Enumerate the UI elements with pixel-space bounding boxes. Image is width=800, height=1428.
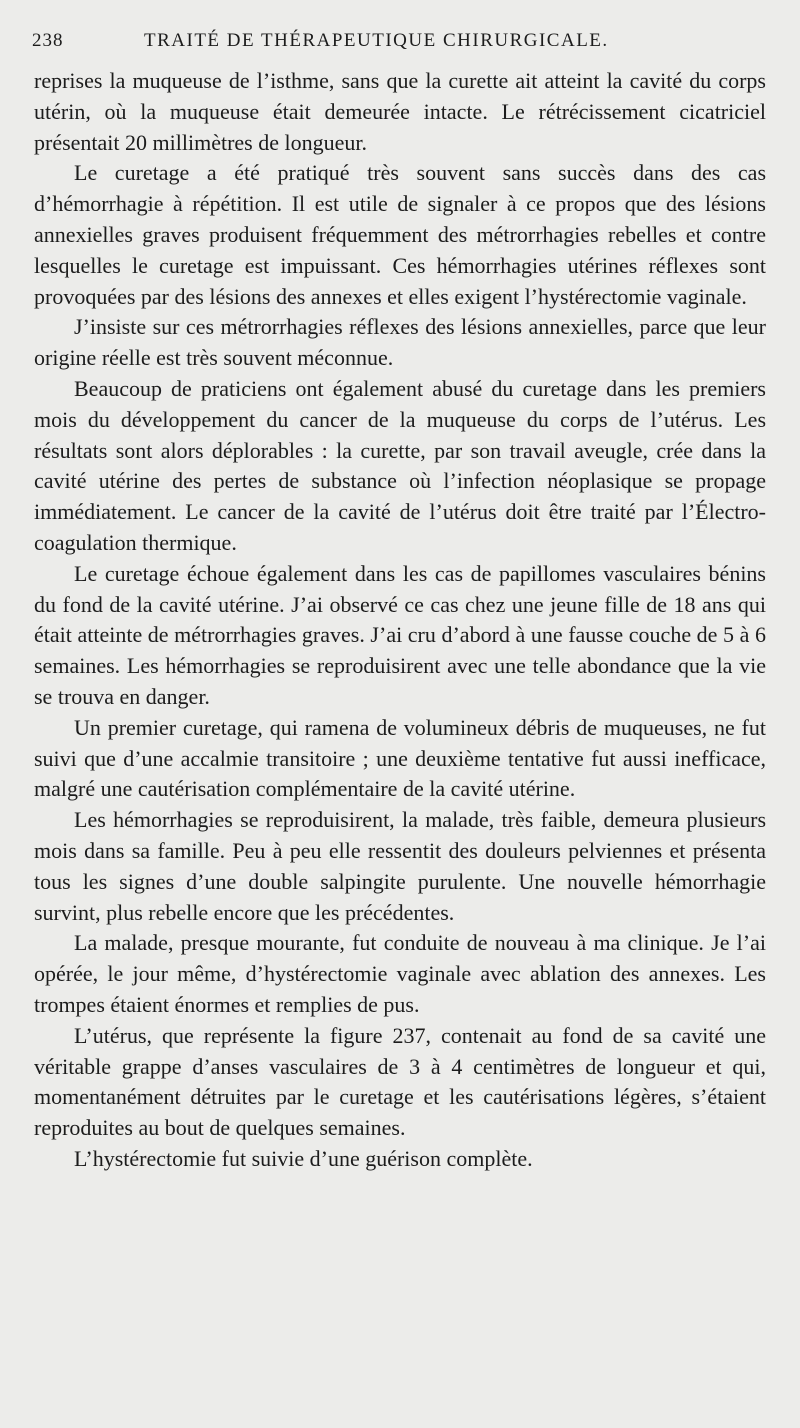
paragraph-figure-237: L’utérus, que représente la figure 237, contenait au fond de sa cavité une véritable grappe d’anses vasculaires de 3 à 4 centimètres de longueur et qui, momentanément détruites par le curetage et les cautérisations légères, s’étaient reproduites au bout de quelques semaines. [34, 1022, 766, 1141]
paragraph-curetage-failure: Le curetage a été pratiqué très souvent sans succès dans des cas d’hémorrhagie à répétition. Il est utile de signaler à ce propos que des lésions annexielles graves produisent fréquemment des métrorrhagies rebelles et contre lesquelles le curetage est impuissant. Ces hémorrhagies utérines réflexes sont provoquées par des lésions des annexes et elles exigent l’hystérectomie vaginale. [34, 160, 766, 309]
paragraph-papillomas: Le curetage échoue également dans les cas de papillomes vasculaires bénins du fond de la cavité utérine. J’ai observé ce cas chez une jeune fille de 18 ans qui était atteinte de métrorrhagies graves. J’ai cru d’abord à une fausse couche de 5 à 6 semaines. Les hémorrhagies se reproduisirent avec une telle abondance que la vie se trouva en danger. [34, 560, 766, 709]
paragraph-operation: La malade, presque mourante, fut conduite de nouveau à ma clinique. Je l’ai opérée, le jour même, d’hystérectomie vaginale avec ablation des annexes. Les trompes étaient énormes et remplies de pus. [34, 930, 766, 1017]
page-number: 238 [32, 30, 64, 51]
page-header [32, 30, 752, 58]
body-text [34, 66, 766, 1175]
paragraph-continuation: reprises la muqueuse de l’isthme, sans que la curette ait atteint la cavité du corps utérin, où la muqueuse était demeurée intacte. Le rétrécissement cicatriciel présentait 20 millimètres de longueur. [34, 68, 766, 155]
running-title: TRAITÉ DE THÉRAPEUTIQUE CHIRURGICALE. [144, 30, 609, 51]
paragraph-outcome: L’hystérectomie fut suivie d’une guérison complète. [74, 1145, 533, 1171]
paragraph-cancer-abuse: Beaucoup de praticiens ont également abusé du curetage dans les premiers mois du développement du cancer de la muqueuse du corps de l’utérus. Les résultats sont alors déplorables : la curette, par son travail aveugle, crée dans la cavité utérine des pertes de substance où l’infection néoplasique se propage immédiatement. Le cancer de la cavité de l’utérus doit être traité par l’Électro-coagulation thermique. [34, 375, 766, 555]
paragraph-recurrence: Les hémorrhagies se reproduisirent, la malade, très faible, demeura plusieurs mois dans sa famille. Peu à peu elle ressentit des douleurs pelviennes et présenta tous les signes d’une double salpingite purulente. Une nouvelle hémorrhagie survint, plus rebelle encore que les précédentes. [34, 807, 766, 925]
paragraph-reflex-metrorrhagia: J’insiste sur ces métrorrhagies réflexes des lésions annexielles, parce que leur origine réelle est très souvent méconnue. [34, 314, 766, 371]
paragraph-first-curetage: Un premier curetage, qui ramena de volumineux débris de muqueuses, ne fut suivi que d’une accalmie transitoire ; une deuxième tentative fut aussi inefficace, malgré une cautérisation complémentaire de la cavité utérine. [34, 714, 766, 802]
